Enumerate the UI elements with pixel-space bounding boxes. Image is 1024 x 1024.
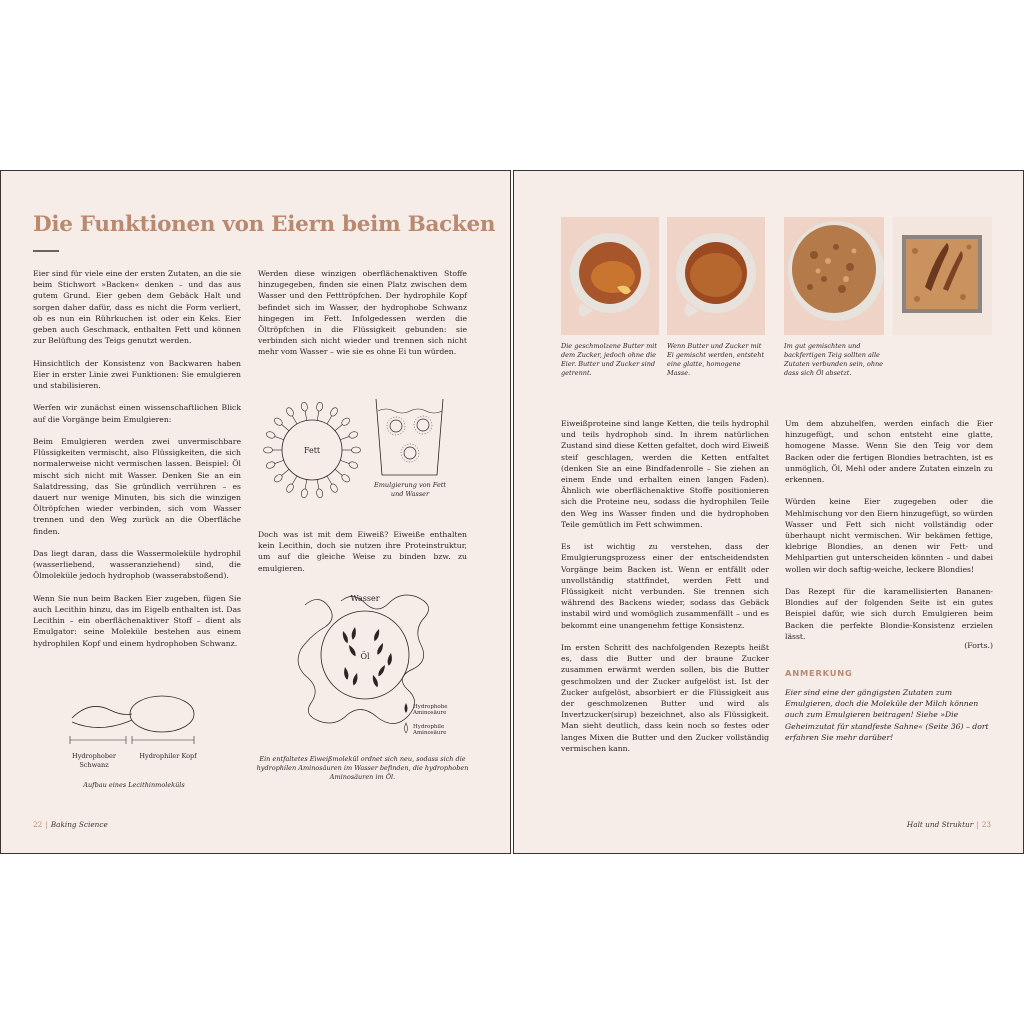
paragraph: Im ersten Schritt des nachfolgenden Rezepts heißt es, dass die Butter und der braune Zucker zusammen erwärmt werden sollen, bis die Butter geschmolzen und der Zucker aufgelöst ist. Ist der Zucker aufgelöst, absorbiert er die Flüssigkeit aus der geschmolzenen Butter und wird als Invertzucker(sirup) bezeichnet, also als Flüssigkeit. Man sieht deutlich, dass kein noch so festes oder langes Mixen die Butter und den Zucker vollständig vermischen kann.: [561, 643, 769, 753]
lecithin-tail: [327, 415, 332, 424]
hydrophobic-amino-acid: [341, 630, 349, 644]
lecithin-head: [340, 473, 351, 483]
lecithin-head: [273, 417, 284, 427]
paragraph: Eier sind für viele eine der ersten Zutaten, an die sie beim Stichwort »Backen« denken – und das aus gutem Grund. Eier geben dem Gebäck Halt und sorgen daher dafür, dass es nicht die Form verliert, ob es nun ein Rührkuchen ist oder ein Keks. Eier geben auch Geschmack, enthalten Fett und können zur Belüftung des Teigs genutzt werden.: [33, 269, 241, 346]
photo-caption-1: Die geschmolzene Butter mit dem Zucker, jedoch ohne die Eier. Butter und Zucker sind getrennt.: [561, 342, 657, 377]
lecithin-head: [329, 406, 339, 417]
lecithin-caption: Aufbau eines Lecithinmoleküls: [83, 781, 185, 789]
chapter-title: Halt und Struktur: [906, 820, 974, 829]
continued-marker: (Forts.): [964, 641, 993, 650]
lecithin-tail: [340, 436, 349, 439]
paragraph: Werfen wir zunächst einen wissenschaftlichen Blick auf die Vorgänge beim Emulgieren:: [33, 403, 241, 424]
emulsion-glass-diagram: [372, 395, 447, 480]
note-heading: ANMERKUNG: [785, 668, 853, 678]
water-label: Wasser: [350, 594, 380, 603]
page-title: Die Funktionen von Eiern beim Backen: [33, 212, 496, 237]
hydrophobic-amino-acid: [351, 627, 357, 640]
left-footer: 22 | Baking Science: [33, 820, 108, 829]
paragraph: Es ist wichtig zu verstehen, dass der Emulgierungsprozess einer der entscheidendsten Vorgänge beim Backen ist. Wenn er entfällt oder unvollständig stattfindet, werden Fett und Flüssigkeit nicht verbunden. Sie trennen sich während des Backens wieder, sodass das Gebäck instabil wird und womöglich zusammenfällt – und es bekommt eine unangenehm fettige Konsistenz.: [561, 542, 769, 630]
page-number: 22: [33, 820, 43, 829]
paragraph: Um dem abzuhelfen, werden einfach die Eier hinzugefügt, und schon entsteht eine glatte, homogene Masse. Wenn Sie den Teig vor dem Backen oder die fertigen Blondies betrachten, ist es unmöglich, Öl, Mehl oder andere Zutaten einzeln zu erkennen.: [785, 419, 993, 485]
right-footer: Halt und Struktur | 23: [906, 820, 991, 829]
lecithin-head: [301, 402, 308, 412]
paragraph: Werden diese winzigen oberflächenaktiven Stoffe hinzugegeben, finden sie einen Platz zwischen dem Wasser und den Fetttröpfchen. Der hydrophile Kopf befindet sich im Wasser, der hydrophobe Schwanz hingegen im Fett. Infolgedessen werden die Öltröpfchen in die Flüssigkeit gebunden: sie verbinden sich nicht wieder und trennen sich nicht mehr vom Wasser – wie sie es ohne Ei tun würden.: [258, 269, 467, 357]
lecithin-head: [265, 431, 276, 440]
hydrophilic-legend-label: Hydrophile Aminosäure: [413, 724, 447, 735]
hydrophobic-amino-acid: [347, 644, 357, 657]
lecithin-tail: [305, 411, 307, 421]
emulsion-caption: Emulgierung von Fett und Wasser: [373, 481, 447, 498]
paragraph: Hinsichtlich der Konsistenz von Backwaren haben Eier in erster Linie zwei Funktionen: Sie emulgieren und stabilisieren.: [33, 358, 241, 391]
left-column-2-mid: [258, 529, 467, 585]
title-rule: [33, 250, 59, 252]
photo-caption-3: Im gut gemischten und backfertigen Teig sollten alle Zutaten verbunden sein, ohne dass sich Öl absetzt.: [784, 342, 884, 377]
fat-droplet-diagram: [262, 400, 362, 500]
paragraph: Würden keine Eier zugegeben oder die Mehlmischung vor den Eiern hinzugefügt, so würden Wasser und Fett sich nicht vollständig oder überhaupt nicht vermischen. Wir bekämen fettige, klebrige Blondies, an denen wir Fett- und Mehlpartien gut unterscheiden könnten – und dabei wollen wir doch saftig-weiche, leckere Blondies!: [785, 497, 993, 574]
photo-butter-sugar-separated: [561, 217, 659, 335]
right-column-2: [785, 418, 993, 653]
left-column-2-top: [258, 268, 467, 369]
lecithin-tail: [335, 469, 343, 475]
lecithin-tail: [274, 436, 283, 439]
paragraph: Doch was ist mit dem Eiweiß? Eiweiße enthalten kein Lecithin, doch sie nutzen ihre Proteinstruktur, um auf die gleiche Weise zu binden bzw. zu emulgieren.: [258, 530, 467, 573]
protein-caption: Ein entfaltetes Eiweißmolekül ordnet sich neu, sodass sich die hydrophilen Aminosäuren im Wasser befinden, die hydrophoben Aminosäuren im Öl.: [256, 755, 469, 781]
paragraph: Das Rezept für die karamellisierten Bananen-Blondies auf der folgenden Seite ist ein gutes Beispiel dafür, wie sich durch Emulgieren beim Backen die perfekte Blondie-Konsistenz erzielen lässt.: [785, 587, 993, 641]
hydrophobic-amino-acid: [373, 628, 381, 642]
lecithin-head: [273, 473, 284, 483]
paragraph: Beim Emulgieren werden zwei unvermischbare Flüssigkeiten vermischt, also Flüssigkeiten, die sich normalerweise nicht vermischen lassen. Beispiel: Öl mischt sich nicht mit Wasser. Denken Sie an ein Salatdressing, das Sie gründlich verrühren – es dauert nur wenige Minuten, bis sich die winzigen Öltröpfchen wieder verbinden, sich vom Wasser trennen und den Weg zurück an die Oberfläche finden.: [33, 437, 241, 536]
hydrophobic-amino-acid: [376, 642, 385, 655]
hydrophobic-legend-label: Hydrophobe Aminosäure: [413, 704, 448, 716]
lecithin-head: [285, 483, 295, 494]
lecithin-tail-label: Hydrophober Schwanz: [72, 752, 116, 769]
note-text: Eier sind eine der gängigsten Zutaten zum Emulgieren, doch die Moleküle der Milch können auch zum Emulgieren beitragen! Siehe »Die Geheimzutat für standfeste Sahne« (Seite 36) – dort erfahren Sie mehr darüber!: [785, 688, 989, 742]
lecithin-head: [285, 406, 295, 417]
left-column-1: [33, 268, 241, 660]
hydrophobic-legend-icon: [405, 703, 408, 713]
lecithin-head: [352, 447, 361, 453]
lecithin-head: [340, 417, 351, 427]
lecithin-tail: [281, 424, 289, 430]
lecithin-head: [316, 402, 323, 412]
paragraph: Wenn Sie nun beim Backen Eier zugeben, fügen Sie auch Lecithin hinzu, das im Eigelb enthalten ist. Das Lecithin – ein oberflächenaktiver Stoff – dient als Emulgator: seine Moleküle bestehen aus einem hydrophilen Kopf und einem hydrophoben Schwanz.: [33, 593, 241, 648]
micelle: [401, 444, 419, 462]
lecithin-head: [264, 447, 273, 453]
photo-caption-2: Wenn Butter und Zucker mit Ei gemischt werden, entsteht eine glatte, homogene Masse.: [667, 342, 765, 377]
fat-label: Fett: [303, 446, 321, 455]
hydrophobic-amino-acid: [343, 667, 349, 680]
hydrophobic-amino-acid: [377, 664, 387, 677]
lecithin-tail: [335, 424, 343, 430]
lecithin-tail: [317, 411, 319, 421]
lecithin-tail: [281, 469, 289, 475]
photo-butter-sugar-egg: [667, 217, 765, 335]
lecithin-head: [348, 431, 359, 440]
paragraph: Das liegt daran, dass die Wassermoleküle hydrophil (wasserliebend, wasseranziehend) sind, die Ölmoleküle jedoch hydrophob (wasserabstoßend).: [33, 549, 241, 581]
micelle: [387, 417, 405, 435]
lecithin-tail: [292, 476, 297, 485]
lecithin-tail: [340, 460, 349, 463]
lecithin-head-label: Hydrophiler Kopf: [139, 752, 197, 760]
book-title: Baking Science: [50, 820, 108, 829]
lecithin-head: [265, 461, 276, 470]
hydrophobic-amino-acid: [352, 672, 359, 686]
oil-label: Öl: [360, 652, 370, 661]
lecithin-diagram: [60, 690, 210, 750]
lecithin-head: [301, 488, 308, 498]
hydrophilic-legend-icon: [405, 723, 408, 733]
page-number: 23: [981, 820, 991, 829]
lecithin-head: [329, 483, 339, 494]
lecithin-head: [316, 488, 323, 498]
right-column-1: [561, 418, 769, 765]
hydrophobic-amino-acid: [387, 653, 393, 666]
protein-diagram: [285, 585, 475, 735]
lecithin-tail: [274, 460, 283, 463]
lecithin-tail: [292, 415, 297, 424]
hydrophobic-amino-acid: [371, 674, 379, 688]
micelle: [414, 416, 432, 434]
photo-baked-blondies: [893, 217, 992, 335]
lecithin-head: [348, 461, 359, 470]
photo-batter: [784, 217, 884, 335]
paragraph: Eiweißproteine sind lange Ketten, die teils hydrophil und teils hydrophob sind. In ihrem natürlichen Zustand sind diese Ketten gefaltet, doch wird Eiweiß steif geschlagen, werden die Ketten entfaltet (denken Sie an eine Bindfadenrolle – Sie ziehen an einem Ende und erhalten einen langen Faden). Ähnlich wie oberflächenaktive Stoffe positionieren sich die Proteine neu, sodass die hydrophilen Teile den Weg ins Wasser finden und die hydrophoben Teile gemütlich im Fett schwimmen.: [561, 419, 769, 529]
lecithin-tail: [327, 476, 332, 485]
lecithin-tail: [305, 480, 307, 490]
lecithin-tail: [317, 480, 319, 490]
